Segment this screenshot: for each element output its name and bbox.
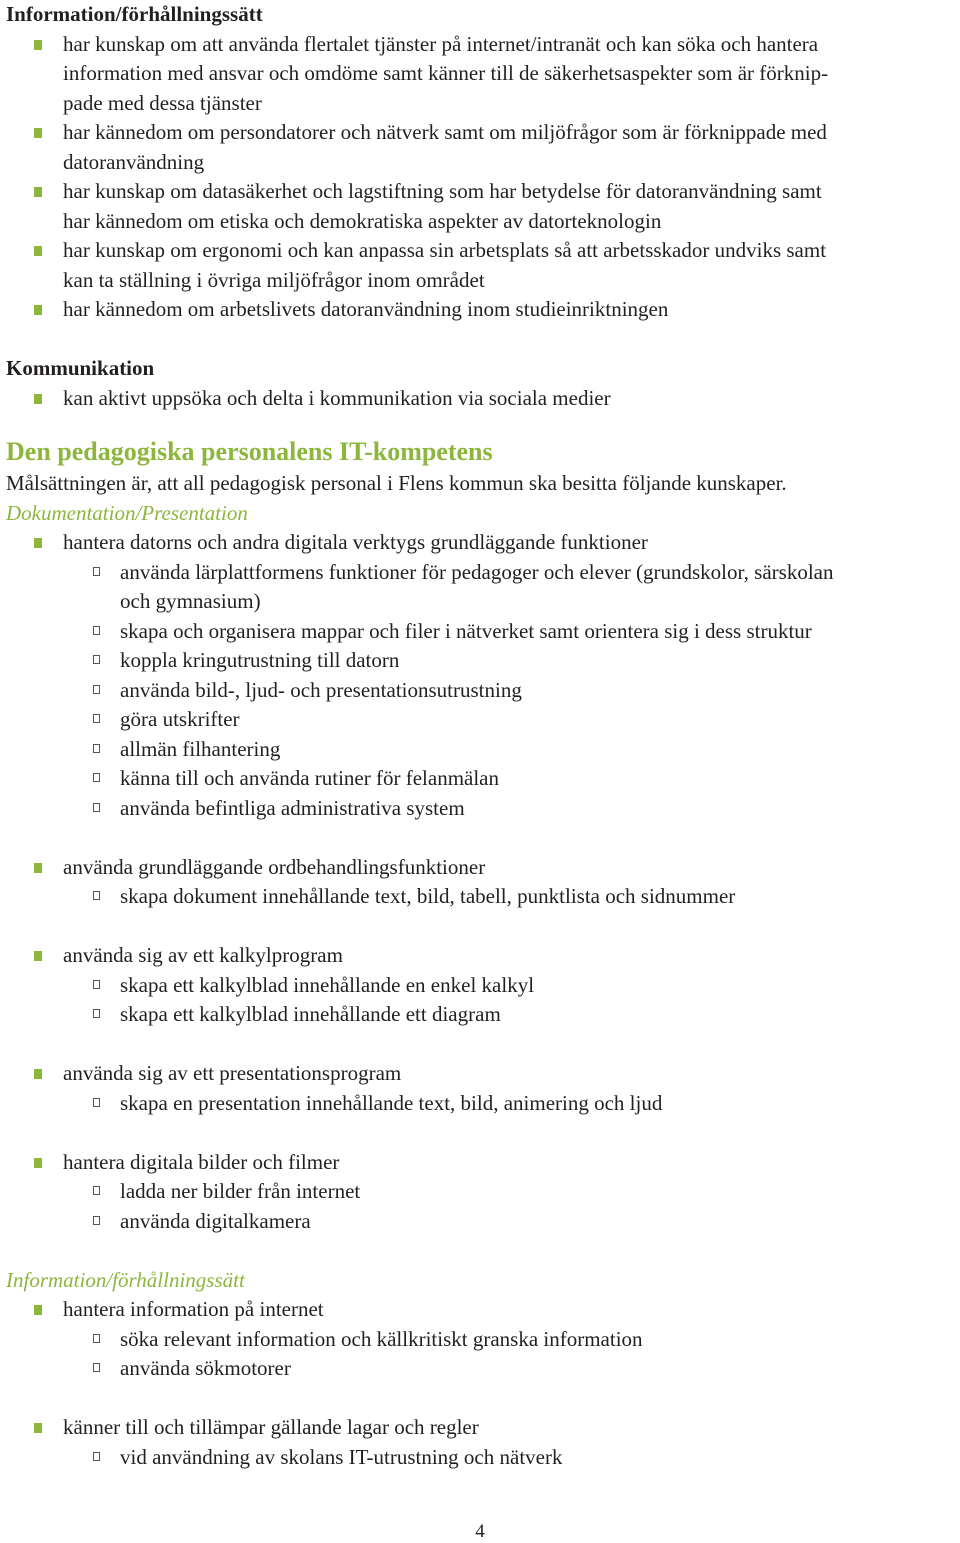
bullet-text: har kännedom om arbetslivets datoranvändning inom studieinriktningen	[63, 297, 669, 321]
bullet-item-continuation: kan ta ställning i övriga miljöfrågor inom området	[63, 267, 485, 292]
sub-item-text: skapa och organisera mappar och filer i nätverket samt orientera sig i dess struktur	[120, 618, 812, 643]
sub-item-text: skapa en presentation innehållande text, bild, animering och ljud	[120, 1090, 663, 1115]
bullet-item	[6, 1413, 958, 1443]
bullet-square-icon	[34, 1158, 42, 1168]
bullet-text: hantera digitala bilder och filmer	[63, 1149, 340, 1174]
hollow-square-icon	[93, 567, 100, 576]
sub-item	[6, 882, 958, 912]
sub-item	[6, 1207, 958, 1237]
bullet-square-icon	[34, 1305, 42, 1315]
hollow-square-icon	[93, 1334, 100, 1343]
bullet-item	[6, 30, 958, 60]
spacer	[6, 1384, 958, 1414]
hollow-square-icon	[93, 655, 100, 664]
bullet-square-icon	[34, 187, 42, 197]
bullet-square-icon	[34, 246, 42, 256]
spacer	[6, 325, 958, 355]
sub-item	[6, 676, 958, 706]
sub-item	[6, 764, 958, 794]
bullet-text: har kunskap om ergonomi och kan anpassa sin arbetsplats så att arbetsskador undviks samt	[63, 238, 827, 262]
sub-item-text: göra utskrifter	[120, 707, 240, 731]
hollow-square-icon	[93, 626, 100, 635]
bullet-item	[6, 853, 958, 883]
bullet-item	[6, 1295, 958, 1325]
sub-item-text: koppla kringutrustning till datorn	[120, 648, 400, 672]
sub-item-text: använda sökmotorer	[120, 1356, 291, 1380]
hollow-square-icon	[93, 1452, 100, 1461]
sub-item	[6, 558, 958, 588]
sub-item-text: känna till och använda rutiner för felanmälan	[120, 766, 500, 790]
sub-item	[6, 646, 958, 676]
sub-item	[6, 794, 958, 824]
document-page	[6, 0, 958, 1472]
bullet-square-icon	[34, 863, 42, 873]
hollow-square-icon	[93, 803, 100, 812]
sub-item	[6, 1354, 958, 1384]
bullet-item	[6, 295, 958, 325]
bullet-square-icon	[34, 951, 42, 961]
sub-item-text: använda digitalkamera	[120, 1208, 311, 1233]
bullet-text: känner till och tillämpar gällande lagar och regler	[63, 1415, 479, 1439]
hollow-square-icon	[93, 1098, 100, 1107]
spacer	[6, 912, 958, 942]
sub-item-text: ladda ner bilder från internet	[120, 1179, 361, 1203]
spacer	[6, 1236, 958, 1266]
spacer	[6, 823, 958, 853]
hollow-square-icon	[93, 714, 100, 723]
sub-item-text: och gymnasium)	[120, 589, 261, 613]
hollow-square-icon	[93, 744, 100, 753]
sub-item-text: skapa dokument innehållande text, bild, tabell, punktlista och sidnummer	[120, 884, 736, 908]
bullet-square-icon	[34, 128, 42, 138]
bullet-item-continuation: pade med dessa tjänster	[63, 90, 262, 115]
sub-item	[6, 1325, 958, 1355]
bullet-text: har kännedom om persondatorer och nätverk samt om miljöfrågor som är förknippade med	[63, 120, 827, 144]
sub-item	[6, 971, 958, 1001]
subsection-heading: Dokumentation/Presentation	[6, 500, 248, 525]
hollow-square-icon	[93, 980, 100, 989]
bullet-text: kan aktivt uppsöka och delta i kommunikation via sociala medier	[63, 385, 611, 410]
sub-item-text: söka relevant information och källkritiskt granska information	[120, 1326, 643, 1351]
bullet-item-continuation: information med ansvar och omdöme samt känner till de säkerhetsaspekter som är förknip-	[63, 61, 829, 85]
bullet-square-icon	[34, 305, 42, 315]
sub-item	[6, 1000, 958, 1030]
sub-item	[6, 1443, 958, 1473]
sub-item-text: vid användning av skolans IT-utrustning och nätverk	[120, 1444, 563, 1469]
bullet-square-icon	[34, 1069, 42, 1079]
sub-item	[6, 617, 958, 647]
bullet-item	[6, 528, 958, 558]
hollow-square-icon	[93, 1009, 100, 1018]
bullet-square-icon	[34, 40, 42, 50]
bullet-item	[6, 1059, 958, 1089]
bullet-text: har kunskap om datasäkerhet och lagstiftning som har betydelse för datoranvändning samt	[63, 179, 822, 203]
page-number: 4	[475, 1521, 485, 1542]
bullet-text: använda sig av ett kalkylprogram	[63, 943, 343, 967]
bullet-square-icon	[34, 394, 42, 404]
intro-text: Målsättningen är, att all pedagogisk personal i Flens kommun ska besitta följande kunskaper.	[6, 471, 787, 495]
section-heading: Information/förhållningssätt	[6, 2, 263, 26]
bullet-item-continuation: datoranvändning	[63, 149, 205, 174]
bullet-item	[6, 384, 958, 414]
hollow-square-icon	[93, 685, 100, 694]
sub-item-text: använda bild-, ljud- och presentationsutrustning	[120, 677, 522, 702]
sub-item	[6, 1177, 958, 1207]
hollow-square-icon	[93, 773, 100, 782]
bullet-square-icon	[34, 1423, 42, 1433]
subsection-heading: Information/förhållningssätt	[6, 1267, 245, 1292]
sub-item-continuation	[6, 587, 958, 617]
bullet-text: hantera information på internet	[63, 1297, 324, 1321]
bullet-text: har kunskap om att använda flertalet tjänster på internet/intranät och kan söka och hantera	[63, 31, 819, 56]
bullet-item	[6, 236, 958, 266]
spacer	[6, 1118, 958, 1148]
bullet-item-continuation: har kännedom om etiska och demokratiska aspekter av datorteknologin	[63, 208, 662, 233]
sub-item-text: använda lärplattformens funktioner för pedagoger och elever (grundskolor, särskolan	[120, 559, 834, 584]
chapter-heading: Den pedagogiska personalens IT-kompetens	[6, 437, 493, 466]
sub-item-text: allmän filhantering	[120, 736, 281, 761]
sub-item-text: använda befintliga administrativa system	[120, 795, 465, 820]
hollow-square-icon	[93, 891, 100, 900]
bullet-item	[6, 118, 958, 148]
bullet-square-icon	[34, 538, 42, 548]
hollow-square-icon	[93, 1186, 100, 1195]
sub-item	[6, 705, 958, 735]
sub-item	[6, 735, 958, 765]
section-heading: Kommunikation	[6, 356, 155, 380]
sub-item-text: skapa ett kalkylblad innehållande en enkel kalkyl	[120, 972, 535, 997]
bullet-text: använda sig av ett presentationsprogram	[63, 1061, 402, 1085]
sub-item-text: skapa ett kalkylblad innehållande ett diagram	[120, 1002, 501, 1026]
hollow-square-icon	[93, 1216, 100, 1225]
hollow-square-icon	[93, 1363, 100, 1372]
sub-item	[6, 1089, 958, 1119]
bullet-text: hantera datorns och andra digitala verktygs grundläggande funktioner	[63, 530, 648, 554]
bullet-text: använda grundläggande ordbehandlingsfunktioner	[63, 854, 486, 879]
spacer	[6, 1030, 958, 1060]
bullet-item	[6, 941, 958, 971]
bullet-item	[6, 177, 958, 207]
bullet-item	[6, 1148, 958, 1178]
